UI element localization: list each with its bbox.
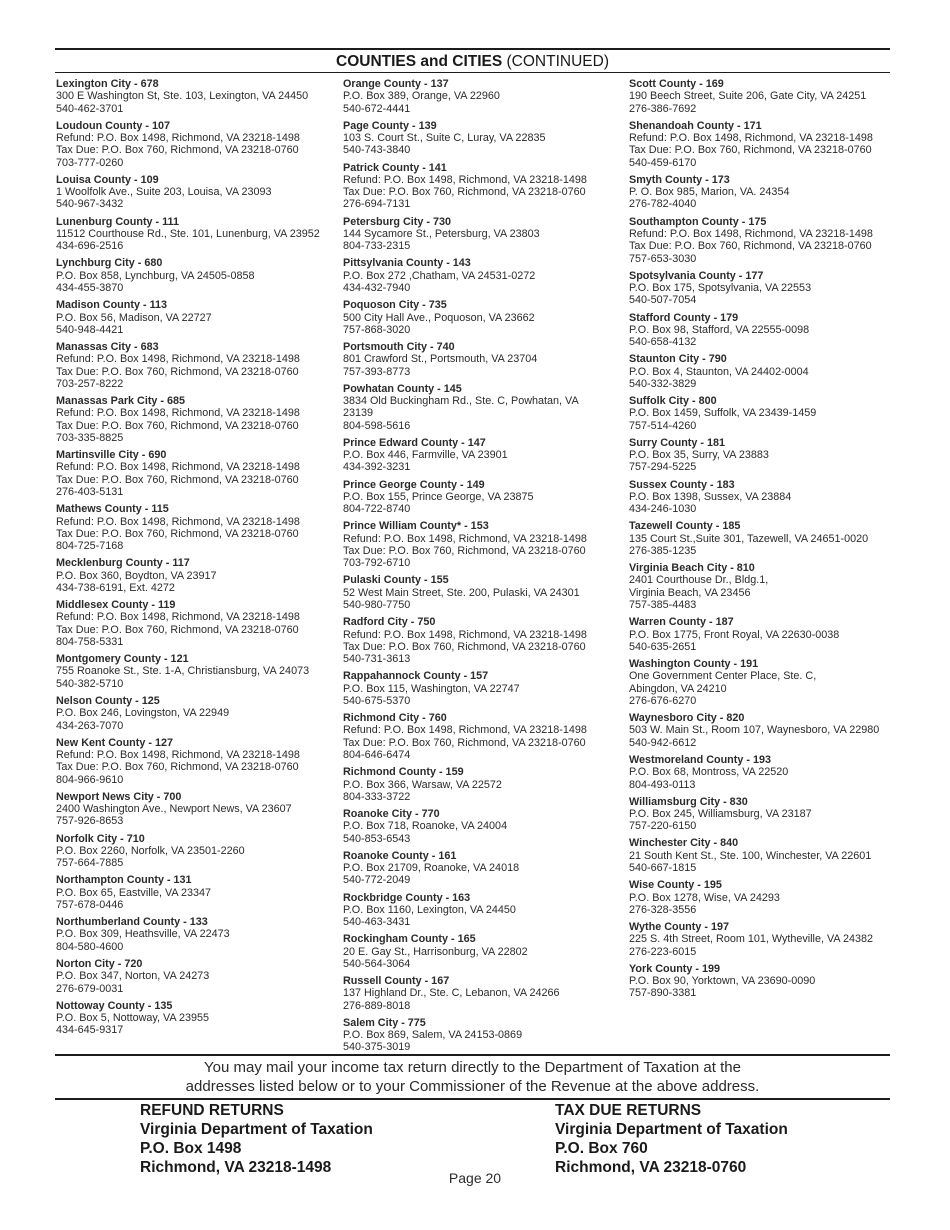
locality-name: Shenandoah County - 171 (629, 119, 762, 132)
locality-detail-line: P.O. Box 1775, Front Royal, VA 22630-0038 (629, 628, 840, 641)
directory-entry (343, 216, 623, 253)
locality-name: Roanoke County - 161 (343, 849, 457, 862)
locality-name: Louisa County - 109 (56, 173, 159, 186)
locality-detail-line: Refund: P.O. Box 1498, Richmond, VA 23218-1498 (56, 132, 300, 145)
directory-entry (56, 695, 336, 732)
locality-detail-line: 300 E Washington St, Ste. 103, Lexington, VA 24450 (56, 90, 309, 103)
locality-detail-line: 540-635-2651 (629, 640, 697, 653)
directory-column-2 (343, 78, 623, 1059)
directory-entry (56, 341, 336, 390)
directory-entry (343, 616, 623, 665)
locality-detail-line: P.O. Box 2260, Norfolk, VA 23501-2260 (56, 844, 245, 857)
locality-detail-line: P.O. Box 1278, Wise, VA 24293 (629, 891, 780, 904)
locality-detail-line: 1 Woolfolk Ave., Suite 203, Louisa, VA 23093 (56, 186, 272, 199)
directory-entry (56, 216, 336, 253)
directory-entry (56, 791, 336, 828)
locality-detail-line: 434-432-7940 (343, 282, 411, 295)
mail-instructions (55, 1059, 890, 1096)
locality-detail-line: 703-777-0260 (56, 156, 124, 169)
locality-detail-line: P.O. Box 4, Staunton, VA 24402-0004 (629, 365, 809, 378)
locality-detail-line: 757-653-3030 (629, 252, 697, 265)
directory-entry (343, 574, 623, 611)
locality-detail-line: 434-263-7070 (56, 719, 124, 732)
locality-name: Mathews County - 115 (56, 503, 169, 516)
locality-detail-line: P.O. Box 272 ,Chatham, VA 24531-0272 (343, 269, 536, 282)
locality-name: Smyth County - 173 (629, 173, 730, 186)
locality-detail-line: 540-967-3432 (56, 198, 124, 211)
locality-name: Staunton City - 790 (629, 353, 727, 366)
locality-name: Page County - 139 (343, 119, 437, 132)
page-title-continued: (CONTINUED) (502, 53, 609, 70)
locality-name: Patrick County - 141 (343, 161, 447, 174)
locality-detail-line: P.O. Box 858, Lynchburg, VA 24505-0858 (56, 269, 255, 282)
locality-detail-line: P.O. Box 5, Nottoway, VA 23955 (56, 1012, 210, 1024)
directory-entry (56, 916, 336, 953)
locality-detail-line: Tax Due: P.O. Box 760, Richmond, VA 23218-0760 (629, 144, 872, 157)
locality-detail-line: Tax Due: P.O. Box 760, Richmond, VA 23218-0760 (343, 186, 586, 199)
locality-detail-line: 23139 (343, 407, 374, 420)
mail-note-top-rule (55, 1054, 890, 1056)
locality-detail-line: 276-782-4040 (629, 198, 697, 211)
locality-name: Loudoun County - 107 (56, 119, 170, 132)
locality-detail-line: 2400 Washington Ave., Newport News, VA 23607 (56, 803, 292, 816)
locality-name: Russell County - 167 (343, 975, 450, 988)
locality-detail-line: 540-731-3613 (343, 653, 411, 666)
locality-detail-line: Virginia Beach, VA 23456 (629, 586, 751, 599)
locality-detail-line: 540-658-4132 (629, 336, 697, 349)
locality-detail-line: 703-335-8825 (56, 431, 124, 444)
locality-detail-line: 503 W. Main St., Room 107, Waynesboro, VA 22980 (629, 724, 880, 737)
locality-detail-line: Tax Due: P.O. Box 760, Richmond, VA 23218-0760 (343, 545, 586, 557)
directory-entry (56, 557, 336, 594)
locality-detail-line: Tax Due: P.O. Box 760, Richmond, VA 23218-0760 (56, 527, 299, 540)
locality-detail-line: Tax Due: P.O. Box 760, Richmond, VA 23218-0760 (343, 736, 586, 749)
directory-entry (629, 353, 919, 390)
locality-detail-line: P.O. Box 98, Stafford, VA 22555-0098 (629, 323, 810, 336)
locality-detail-line: 540-507-7054 (629, 294, 697, 307)
locality-name: Salem City - 775 (343, 1016, 426, 1029)
directory-entry (56, 653, 336, 690)
locality-detail-line: Tax Due: P.O. Box 760, Richmond, VA 23218-0760 (56, 623, 299, 636)
locality-name: Montgomery County - 121 (56, 653, 189, 666)
locality-detail-line: 540-462-3701 (56, 102, 124, 115)
directory-entry (629, 216, 919, 265)
locality-name: York County - 199 (629, 962, 720, 975)
locality-detail-line: 52 West Main Street, Ste. 200, Pulaski, VA 24301 (343, 586, 580, 599)
refund-returns-city: Richmond, VA 23218-1498 (140, 1159, 332, 1176)
locality-detail-line: 20 E. Gay St., Harrisonburg, VA 22802 (343, 945, 528, 958)
locality-detail-line: Refund: P.O. Box 1498, Richmond, VA 23218-1498 (629, 132, 873, 145)
directory-entry (629, 78, 919, 115)
locality-detail-line: Refund: P.O. Box 1498, Richmond, VA 23218-1498 (56, 515, 300, 528)
locality-name: Lunenburg County - 111 (56, 215, 179, 228)
locality-detail-line: Refund: P.O. Box 1498, Richmond, VA 23218-1498 (56, 461, 300, 474)
refund-returns-org: Virginia Department of Taxation (140, 1121, 373, 1138)
directory-entry (56, 174, 336, 211)
tax-due-returns-box: P.O. Box 760 (555, 1140, 648, 1157)
locality-detail-line: P.O. Box 245, Williamsburg, VA 23187 (629, 807, 812, 820)
locality-detail-line: P.O. Box 309, Heathsville, VA 22473 (56, 928, 230, 941)
locality-detail-line: 757-220-6150 (629, 820, 697, 833)
locality-detail-line: 190 Beech Street, Suite 206, Gate City, VA 24251 (629, 90, 867, 103)
locality-detail-line: Refund: P.O. Box 1498, Richmond, VA 23218-1498 (56, 407, 300, 420)
locality-detail-line: P.O. Box 1459, Suffolk, VA 23439-1459 (629, 407, 817, 420)
directory-entry (629, 120, 919, 169)
locality-detail-line: Refund: P.O. Box 1498, Richmond, VA 23218-1498 (629, 227, 873, 240)
mail-note-bottom-rule (55, 1098, 890, 1100)
locality-detail-line: P.O. Box 175, Spotsylvania, VA 22553 (629, 282, 812, 295)
directory-entry (343, 850, 623, 887)
directory-entry (56, 737, 336, 786)
locality-detail-line: 804-598-5616 (343, 419, 411, 432)
locality-detail-line: 757-294-5225 (629, 461, 697, 474)
locality-name: Warren County - 187 (629, 616, 734, 629)
locality-name: Nelson County - 125 (56, 694, 160, 707)
locality-detail-line: Refund: P.O. Box 1498, Richmond, VA 23218-1498 (343, 532, 587, 545)
locality-detail-line: 540-743-3840 (343, 144, 411, 157)
locality-detail-line: P.O. Box 246, Lovingston, VA 22949 (56, 707, 230, 720)
mail-instructions-line-1: You may mail your income tax return directly to the Department of Taxation at the (204, 1059, 741, 1076)
directory-entry (629, 562, 919, 611)
locality-name: Manassas Park City - 685 (56, 395, 186, 408)
locality-name: Wise County - 195 (629, 879, 722, 892)
locality-detail-line: P. O. Box 985, Marion, VA. 24354 (629, 186, 790, 199)
locality-detail-line: Tax Due: P.O. Box 760, Richmond, VA 23218-0760 (56, 144, 299, 157)
locality-detail-line: 540-667-1815 (629, 862, 697, 875)
locality-detail-line: P.O. Box 360, Boydton, VA 23917 (56, 569, 217, 582)
locality-detail-line: 801 Crawford St., Portsmouth, VA 23704 (343, 353, 538, 366)
locality-detail-line: 540-564-3064 (343, 957, 411, 970)
locality-detail-line: 540-942-6612 (629, 736, 697, 749)
locality-detail-line: P.O. Box 68, Montross, VA 22520 (629, 766, 789, 779)
locality-detail-line: 276-694-7131 (343, 198, 411, 211)
directory-entry (343, 1017, 623, 1054)
locality-detail-line: 755 Roanoke St., Ste. 1-A, Christiansburg, VA 24073 (56, 665, 310, 678)
locality-detail-line: 703-792-6710 (343, 557, 411, 570)
directory-entry (343, 933, 623, 970)
refund-returns-title: REFUND RETURNS (140, 1102, 284, 1119)
tax-due-returns-title: TAX DUE RETURNS (555, 1102, 702, 1119)
locality-name: Richmond County - 159 (343, 766, 464, 779)
locality-detail-line: P.O. Box 1160, Lexington, VA 24450 (343, 903, 516, 916)
locality-detail-line: 757-678-0446 (56, 898, 124, 911)
locality-name: Tazewell County - 185 (629, 520, 741, 533)
locality-name: Northumberland County - 133 (56, 916, 208, 929)
directory-entry (56, 833, 336, 870)
directory-entry (343, 479, 623, 516)
locality-name: Scott County - 169 (629, 78, 724, 90)
directory-entry (343, 299, 623, 336)
locality-name: Newport News City - 700 (56, 790, 182, 803)
locality-detail-line: 540-948-4421 (56, 323, 124, 336)
locality-name: Richmond City - 760 (343, 712, 447, 725)
directory-entry (343, 808, 623, 845)
locality-detail-line: 434-738-6191, Ext. 4272 (56, 581, 175, 594)
locality-name: Roanoke City - 770 (343, 807, 440, 820)
refund-returns-address (140, 1101, 373, 1177)
locality-detail-line: P.O. Box 65, Eastville, VA 23347 (56, 886, 212, 899)
locality-detail-line: P.O. Box 35, Surry, VA 23883 (629, 449, 769, 462)
locality-detail-line: Tax Due: P.O. Box 760, Richmond, VA 23218-0760 (56, 365, 299, 378)
directory-entry (343, 383, 623, 432)
locality-detail-line: 276-223-6015 (629, 945, 697, 958)
locality-detail-line: 540-375-3019 (343, 1041, 411, 1054)
directory-entry (56, 257, 336, 294)
locality-detail-line: 804-722-8740 (343, 503, 411, 516)
locality-detail-line: 804-646-6474 (343, 749, 411, 762)
page-title-bold: COUNTIES and CITIES (336, 53, 503, 70)
directory-entry (629, 658, 919, 707)
locality-detail-line: 21 South Kent St., Ste. 100, Winchester, VA 22601 (629, 849, 872, 862)
directory-entry (629, 963, 919, 1000)
locality-detail-line: 804-333-3722 (343, 790, 411, 803)
directory-entry (343, 120, 623, 157)
locality-name: Portsmouth City - 740 (343, 340, 455, 353)
locality-detail-line: 540-672-4441 (343, 102, 411, 115)
locality-detail-line: Abingdon, VA 24210 (629, 682, 727, 695)
directory-entry (629, 754, 919, 791)
tax-due-returns-org: Virginia Department of Taxation (555, 1121, 788, 1138)
locality-detail-line: 757-926-8653 (56, 815, 124, 828)
locality-name: Williamsburg City - 830 (629, 795, 748, 808)
tax-due-returns-city: Richmond, VA 23218-0760 (555, 1159, 747, 1176)
locality-name: Nottoway County - 135 (56, 999, 173, 1012)
locality-detail-line: Tax Due: P.O. Box 760, Richmond, VA 23218-0760 (343, 640, 586, 653)
directory-entry (629, 837, 919, 874)
locality-detail-line: 225 S. 4th Street, Room 101, Wytheville, VA 24382 (629, 933, 873, 946)
locality-detail-line: 3834 Old Buckingham Rd., Ste. C, Powhatan, VA (343, 395, 579, 408)
locality-name: Lexington City - 678 (56, 78, 159, 90)
directory-entry (343, 766, 623, 803)
locality-detail-line: 540-382-5710 (56, 677, 124, 690)
locality-name: Surry County - 181 (629, 436, 725, 449)
directory-entry (56, 449, 336, 498)
locality-detail-line: 500 City Hall Ave., Poquoson, VA 23662 (343, 311, 535, 324)
locality-detail-line: P.O. Box 718, Roanoke, VA 24004 (343, 820, 508, 833)
locality-name: Mecklenburg County - 117 (56, 557, 190, 570)
locality-name: Poquoson City - 735 (343, 299, 447, 312)
locality-name: Virginia Beach City - 810 (629, 562, 755, 575)
locality-name: Sussex County - 183 (629, 478, 735, 491)
locality-detail-line: 434-392-3231 (343, 461, 411, 474)
locality-detail-line: 757-393-8773 (343, 365, 411, 378)
directory-entry (343, 341, 623, 378)
locality-name: Rappahannock County - 157 (343, 670, 489, 683)
locality-detail-line: 757-868-3020 (343, 323, 411, 336)
directory-entry (629, 520, 919, 557)
directory-entry (343, 257, 623, 294)
locality-detail-line: P.O. Box 115, Washington, VA 22747 (343, 682, 520, 695)
locality-detail-line: 103 S. Court St., Suite C, Luray, VA 22835 (343, 132, 546, 145)
locality-name: Pulaski County - 155 (343, 574, 449, 587)
locality-detail-line: 540-332-3829 (629, 377, 697, 390)
locality-detail-line: 144 Sycamore St., Petersburg, VA 23803 (343, 227, 540, 240)
header-bottom-rule (55, 72, 890, 73)
directory-entry (56, 958, 336, 995)
locality-detail-line: 276-679-0031 (56, 982, 124, 995)
locality-name: Martinsville City - 690 (56, 449, 167, 462)
directory-column-1 (56, 78, 336, 1041)
locality-name: Orange County - 137 (343, 78, 449, 90)
directory-entry (629, 921, 919, 958)
locality-detail-line: P.O. Box 366, Warsaw, VA 22572 (343, 778, 502, 791)
locality-detail-line: 276-386-7692 (629, 102, 697, 115)
locality-detail-line: Refund: P.O. Box 1498, Richmond, VA 23218-1498 (343, 173, 587, 186)
locality-detail-line: 2401 Courthouse Dr., Bldg.1, (629, 574, 769, 587)
locality-detail-line: P.O. Box 90, Yorktown, VA 23690-0090 (629, 975, 816, 988)
locality-name: Powhatan County - 145 (343, 382, 462, 395)
locality-detail-line: 276-385-1235 (629, 545, 697, 557)
directory-entry (629, 270, 919, 307)
locality-name: Washington County - 191 (629, 658, 759, 671)
locality-detail-line: 757-664-7885 (56, 857, 124, 870)
locality-name: Westmoreland County - 193 (629, 753, 771, 766)
page-title (55, 52, 890, 71)
locality-name: Waynesboro City - 820 (629, 712, 745, 725)
locality-name: New Kent County - 127 (56, 736, 173, 749)
directory-entry (56, 395, 336, 444)
locality-name: Petersburg City - 730 (343, 215, 452, 228)
locality-detail-line: 434-455-3870 (56, 282, 124, 295)
locality-detail-line: P.O. Box 56, Madison, VA 22727 (56, 311, 212, 324)
locality-detail-line: 540-675-5370 (343, 694, 411, 707)
directory-entry (629, 879, 919, 916)
directory-entry (629, 712, 919, 749)
locality-detail-line: P.O. Box 347, Norton, VA 24273 (56, 970, 210, 983)
directory-entry (629, 174, 919, 211)
locality-detail-line: Refund: P.O. Box 1498, Richmond, VA 23218-1498 (56, 353, 300, 366)
locality-name: Pittsylvania County - 143 (343, 257, 471, 270)
locality-detail-line: One Government Center Place, Ste. C, (629, 670, 817, 683)
locality-detail-line: 434-645-9317 (56, 1024, 124, 1037)
directory-entry (343, 670, 623, 707)
locality-detail-line: 757-385-4483 (629, 599, 697, 612)
locality-detail-line: 540-459-6170 (629, 156, 697, 169)
locality-name: Manassas City - 683 (56, 340, 159, 353)
locality-name: Lynchburg City - 680 (56, 257, 163, 270)
locality-name: Middlesex County - 119 (56, 599, 176, 612)
locality-detail-line: 540-980-7750 (343, 599, 411, 612)
directory-entry (56, 1000, 336, 1037)
locality-name: Suffolk City - 800 (629, 395, 717, 408)
locality-detail-line: 135 Court St.,Suite 301, Tazewell, VA 24651-0020 (629, 532, 869, 545)
directory-entry (629, 796, 919, 833)
locality-detail-line: 434-696-2516 (56, 240, 124, 253)
header-top-rule (55, 48, 890, 50)
locality-detail-line: Tax Due: P.O. Box 760, Richmond, VA 23218-0760 (56, 473, 299, 486)
mail-instructions-line-2: addresses listed below or to your Commissioner of the Revenue at the above address. (185, 1077, 760, 1095)
locality-name: Rockingham County - 165 (343, 933, 476, 946)
directory-entry (343, 437, 623, 474)
locality-detail-line: P.O. Box 389, Orange, VA 22960 (343, 90, 500, 103)
locality-detail-line: P.O. Box 21709, Roanoke, VA 24018 (343, 862, 520, 875)
directory-entry (56, 503, 336, 552)
locality-detail-line: 276-328-3556 (629, 903, 697, 916)
locality-detail-line: Tax Due: P.O. Box 760, Richmond, VA 23218-0760 (56, 419, 299, 432)
locality-detail-line: 434-246-1030 (629, 503, 697, 516)
locality-detail-line: 540-463-3431 (343, 916, 411, 929)
locality-detail-line: 540-853-6543 (343, 832, 411, 845)
locality-detail-line: 11512 Courthouse Rd., Ste. 101, Lunenburg, VA 23952 (56, 227, 320, 240)
locality-detail-line: P.O. Box 155, Prince George, VA 23875 (343, 490, 534, 503)
directory-entry (343, 162, 623, 211)
locality-detail-line: P.O. Box 869, Salem, VA 24153-0869 (343, 1029, 523, 1042)
locality-name: Madison County - 113 (56, 299, 167, 312)
locality-name: Prince William County* - 153 (343, 520, 489, 533)
refund-returns-box: P.O. Box 1498 (140, 1140, 242, 1157)
directory-entry (56, 78, 336, 115)
locality-detail-line: 276-889-8018 (343, 999, 411, 1012)
locality-detail-line: 276-676-6270 (629, 694, 697, 707)
locality-detail-line: 804-725-7168 (56, 540, 124, 553)
directory-entry (629, 616, 919, 653)
locality-detail-line: P.O. Box 446, Farmville, VA 23901 (343, 449, 508, 462)
directory-entry (56, 874, 336, 911)
locality-detail-line: 137 Highland Dr., Ste. C, Lebanon, VA 24266 (343, 987, 560, 1000)
locality-detail-line: Refund: P.O. Box 1498, Richmond, VA 23218-1498 (343, 724, 587, 737)
locality-detail-line: Tax Due: P.O. Box 760, Richmond, VA 23218-0760 (629, 240, 872, 253)
page-number: Page 20 (448, 1170, 502, 1186)
directory-entry (629, 479, 919, 516)
directory-entry (629, 312, 919, 349)
locality-detail-line: Refund: P.O. Box 1498, Richmond, VA 23218-1498 (56, 749, 300, 762)
locality-detail-line: 757-514-4260 (629, 419, 697, 432)
locality-detail-line: Refund: P.O. Box 1498, Richmond, VA 23218-1498 (56, 611, 300, 624)
locality-detail-line: 804-733-2315 (343, 240, 411, 253)
locality-name: Wythe County - 197 (629, 921, 729, 934)
locality-name: Norfolk City - 710 (56, 832, 145, 845)
locality-detail-line: P.O. Box 1398, Sussex, VA 23884 (629, 490, 792, 503)
locality-name: Prince Edward County - 147 (343, 436, 486, 449)
directory-entry (343, 712, 623, 761)
directory-column-3 (629, 78, 919, 1005)
locality-detail-line: 540-772-2049 (343, 874, 411, 887)
directory-entry (629, 437, 919, 474)
locality-name: Rockbridge County - 163 (343, 891, 471, 904)
directory-entry (343, 520, 623, 569)
locality-detail-line: 804-966-9610 (56, 773, 124, 786)
locality-detail-line: 276-403-5131 (56, 486, 124, 499)
directory-entry (56, 599, 336, 648)
locality-detail-line: 703-257-8222 (56, 377, 124, 390)
locality-name: Norton City - 720 (56, 957, 143, 970)
locality-name: Northampton County - 131 (56, 874, 192, 887)
locality-name: Spotsylvania County - 177 (629, 269, 764, 282)
directory-entry (343, 892, 623, 929)
locality-name: Prince George County - 149 (343, 478, 485, 491)
locality-detail-line: Refund: P.O. Box 1498, Richmond, VA 23218-1498 (343, 628, 587, 641)
locality-name: Stafford County - 179 (629, 311, 739, 324)
directory-entry (343, 78, 623, 115)
locality-detail-line: 804-758-5331 (56, 635, 124, 648)
locality-detail-line: 757-890-3381 (629, 987, 697, 1000)
locality-detail-line: Tax Due: P.O. Box 760, Richmond, VA 23218-0760 (56, 761, 299, 774)
locality-name: Radford City - 750 (343, 616, 436, 629)
directory-entry (629, 395, 919, 432)
locality-detail-line: 804-580-4600 (56, 940, 124, 953)
directory-entry (343, 975, 623, 1012)
locality-name: Winchester City - 840 (629, 837, 739, 850)
locality-detail-line: 804-493-0113 (629, 778, 696, 791)
directory-entry (56, 299, 336, 336)
directory-entry (56, 120, 336, 169)
locality-name: Southampton County - 175 (629, 215, 767, 228)
tax-due-returns-address (555, 1101, 788, 1177)
